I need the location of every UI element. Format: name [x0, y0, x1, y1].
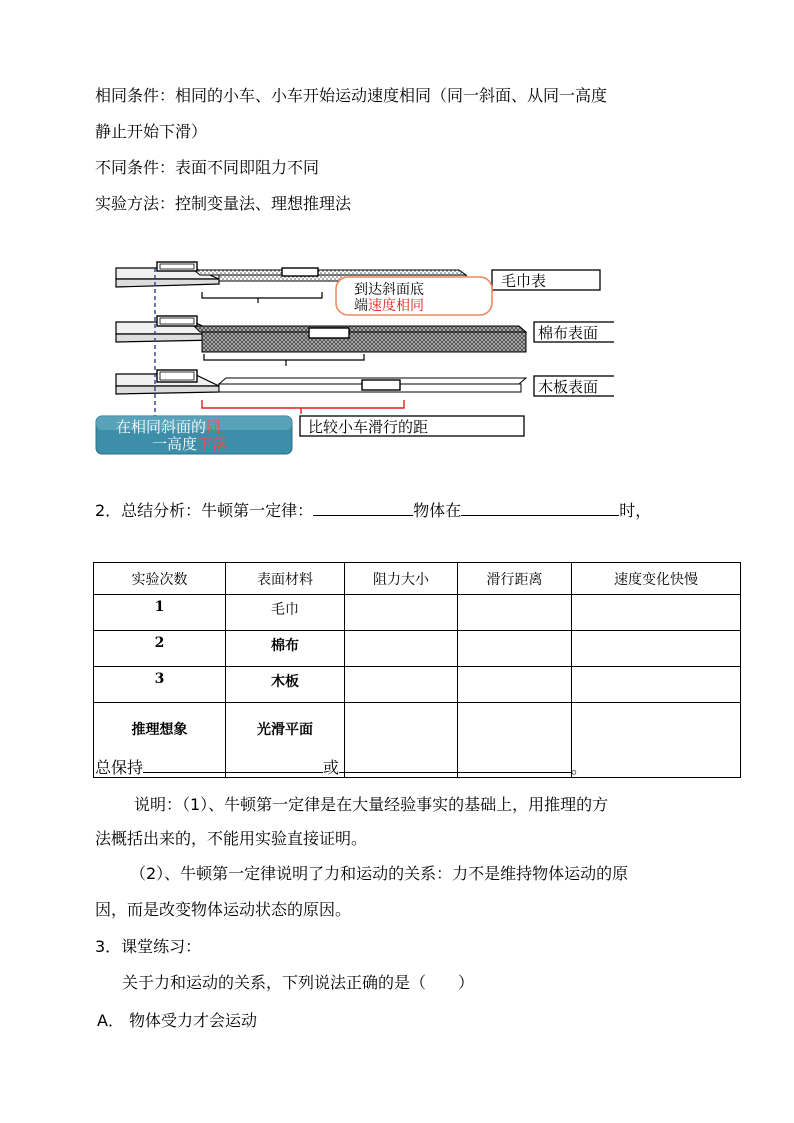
cell-material: 木板 [226, 667, 345, 703]
cell-material: 光滑平面 [226, 703, 345, 778]
experiment-method: 实验方法：控制变量法、理想推理法 [95, 194, 352, 213]
table-header-row [94, 563, 741, 595]
cell-empty[interactable] [345, 667, 458, 703]
note-line1: 说明：（1）、牛顿第一定律是在大量经验事实的基础上，用推理的方 [134, 795, 609, 814]
blank-law[interactable] [313, 500, 413, 516]
svg-text:木板表面: 木板表面 [538, 378, 599, 396]
svg-text:到达斜面底: 到达斜面底 [354, 282, 424, 298]
svg-text:端速度相同: 端速度相同 [354, 298, 424, 314]
header-cell: 滑行距离 [458, 563, 572, 595]
keep-prefix: 总保持 [95, 758, 144, 777]
keep-middle: 或 [323, 758, 340, 777]
note-line2: 法概括出来的，不能用实验直接证明。 [95, 829, 368, 848]
callout-same-height [96, 416, 292, 454]
experiment-table [93, 562, 741, 778]
practice-title: 3．课堂练习： [95, 937, 202, 956]
table-row [94, 595, 741, 631]
same-conditions-line2: 静止开始下滑） [95, 122, 208, 141]
label-cotton [534, 322, 614, 342]
cell-empty[interactable] [572, 595, 741, 631]
svg-text:在相同斜面的同: 在相同斜面的同 [116, 418, 222, 436]
cell-num: 3 [94, 667, 226, 703]
summary-suffix: 时， [619, 501, 652, 520]
svg-text:毛巾表: 毛巾表 [501, 272, 547, 290]
same-conditions-line1: 相同条件：相同的小车、小车开始运动速度相同（同一斜面、从同一高度 [95, 86, 608, 105]
svg-text:比较小车滑行的距: 比较小车滑行的距 [308, 418, 429, 436]
keep-line [95, 757, 587, 778]
cell-num: 推理想象 [94, 703, 226, 778]
different-conditions: 不同条件：表面不同即阻力不同 [95, 158, 320, 177]
cell-empty[interactable] [572, 631, 741, 667]
note-line4: 因，而是改变物体运动状态的原因。 [95, 900, 352, 919]
cell-material: 毛巾 [226, 595, 345, 631]
experiment-figure [94, 258, 614, 458]
cell-num: 1 [94, 595, 226, 631]
svg-text:一高度下落: 一高度下落 [152, 435, 228, 453]
label-wood [534, 376, 614, 396]
svg-text:棉布表面: 棉布表面 [538, 324, 599, 342]
cell-empty[interactable] [345, 595, 458, 631]
summary-middle: 物体在 [413, 501, 462, 520]
header-cell: 表面材料 [226, 563, 345, 595]
summary-line [95, 500, 651, 521]
option-a: A． 物体受力才会运动 [97, 1011, 258, 1030]
summary-prefix: 2．总结分析：牛顿第一定律： [95, 501, 314, 520]
cell-empty[interactable] [458, 631, 572, 667]
cell-num: 2 [94, 631, 226, 667]
cell-empty[interactable] [345, 631, 458, 667]
header-cell: 阻力大小 [345, 563, 458, 595]
header-cell: 速度变化快慢 [572, 563, 741, 595]
blank-state-2[interactable] [339, 757, 571, 773]
callout-bottom-speed [336, 277, 492, 315]
cell-empty[interactable] [572, 667, 741, 703]
blank-state-1[interactable] [143, 757, 323, 773]
wood-track [116, 370, 526, 414]
cotton-track [116, 316, 526, 366]
keep-suffix: 。 [571, 758, 588, 777]
header-cell: 实验次数 [94, 563, 226, 595]
blank-condition[interactable] [461, 500, 619, 516]
cell-empty[interactable] [458, 595, 572, 631]
note-line3: （2）、牛顿第一定律说明了力和运动的关系：力不是维持物体运动的原 [130, 864, 629, 883]
cell-empty[interactable] [458, 667, 572, 703]
table-row [94, 631, 741, 667]
cell-material: 棉布 [226, 631, 345, 667]
label-towel [492, 270, 600, 290]
compare-distance-label [300, 416, 524, 436]
table-row [94, 667, 741, 703]
cell-empty[interactable] [572, 703, 741, 778]
practice-question: 关于力和运动的关系，下列说法正确的是（ ） [122, 973, 475, 992]
